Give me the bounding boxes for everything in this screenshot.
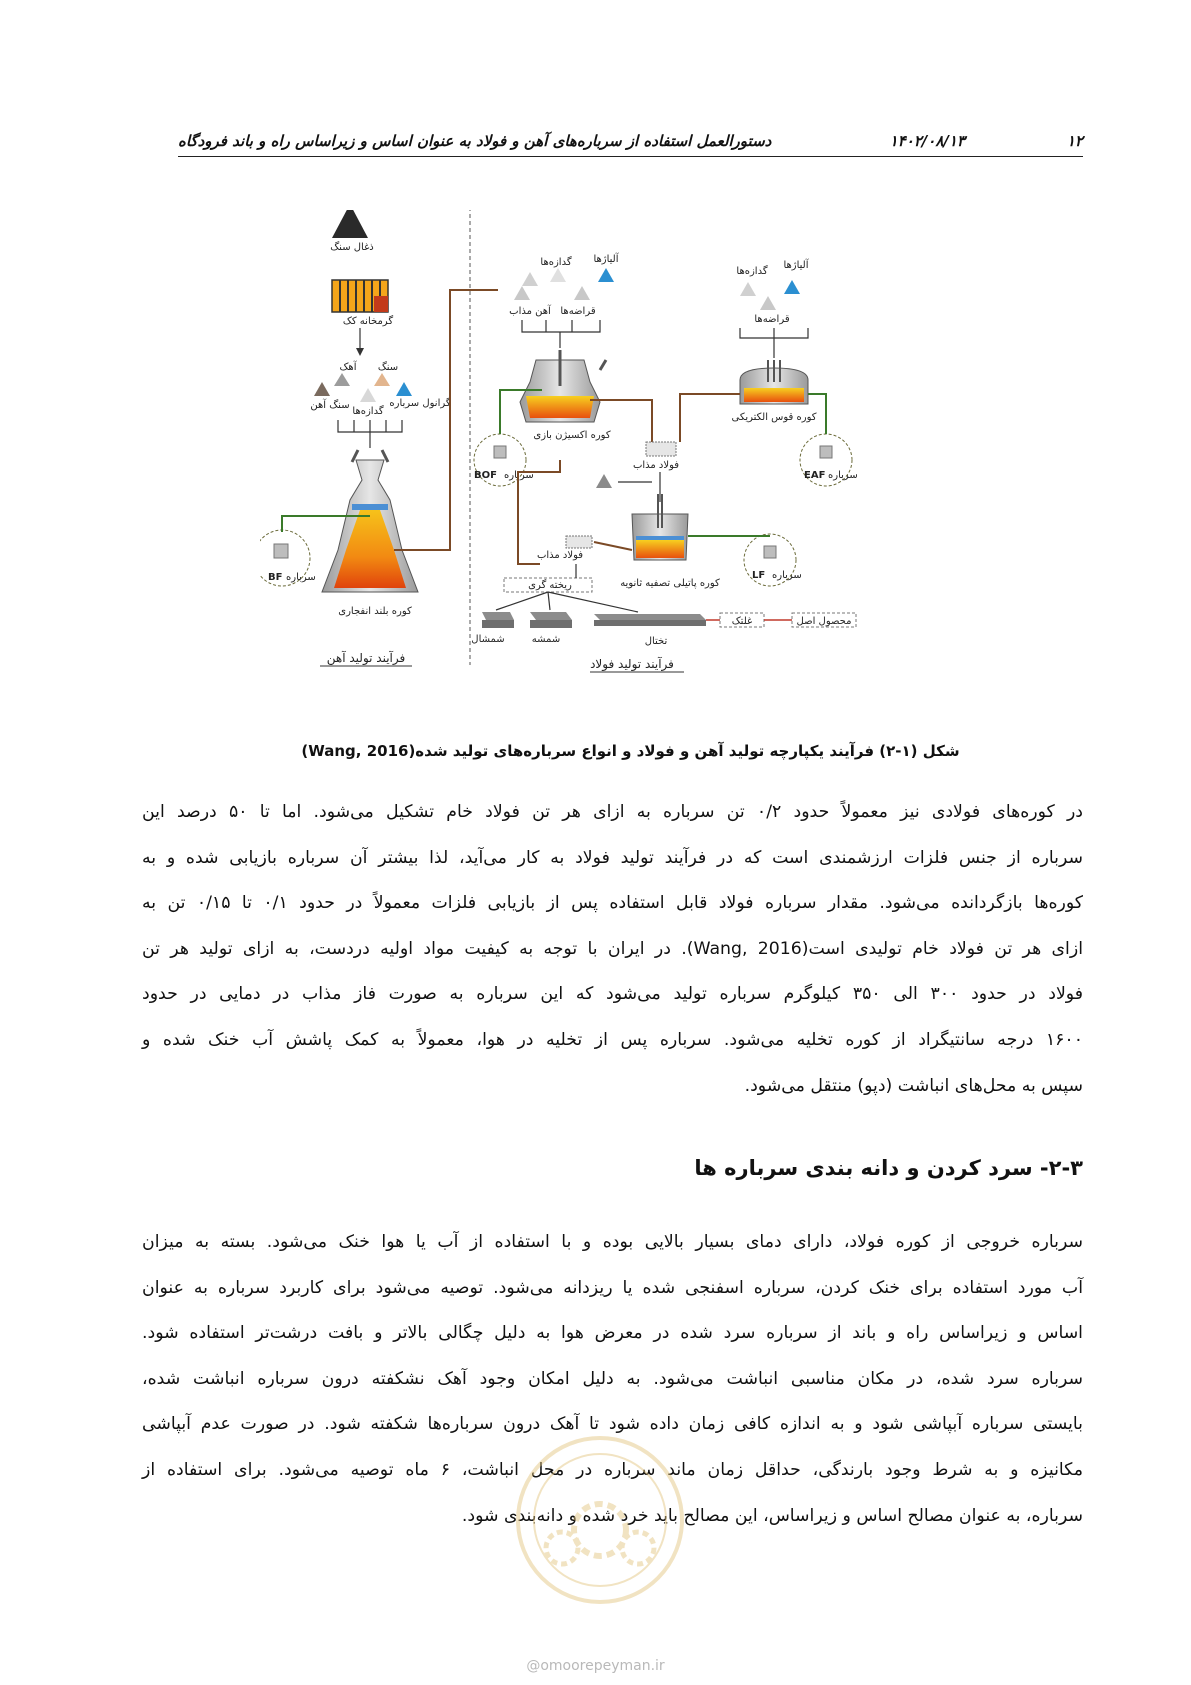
lf-slag-label: سرباره xyxy=(772,570,802,581)
eaf-fluxes-label: گدازه‌ها xyxy=(736,266,768,277)
paragraph-line: اساس و زیراساس راه و باند از سرباره سرد شده در معرض هوا به دلیل چگالی بالاتر و بافت درشت‌تر استفاده شود. xyxy=(142,1323,1083,1344)
blast-furnace-icon xyxy=(322,450,418,592)
lime-label: آهک xyxy=(339,362,357,373)
granule-icon xyxy=(396,382,412,396)
paragraph-line: سپس به محل‌های انباشت (دپو) منتقل می‌شود. xyxy=(744,1075,1083,1096)
iron-ore-icon xyxy=(314,382,330,396)
bof-scrap-label: قراضه‌ها xyxy=(560,306,596,317)
paragraph-line: در کوره‌های فولادی نیز معمولاً حدود ۰/۲ تن سرباره به ازای هر تن فولاد خام تشکیل می‌شود. اما تا ۵۰ درصد این xyxy=(142,802,1083,822)
stone-label: سنگ xyxy=(377,362,399,373)
blast-furnace-label: کوره بلند انفجاری xyxy=(338,606,412,617)
bof-fluxes-label: گدازه‌ها xyxy=(540,257,572,268)
stamp-watermark-icon xyxy=(500,1420,700,1620)
bof-furnace-label: کوره اکسیژن بازی xyxy=(533,430,611,441)
eaf-code-label: EAF xyxy=(804,470,826,481)
paragraph-line: ۱۶۰۰ درجه سانتیگراد از کوره تخلیه می‌شود. سرباره پس از تخلیه در هوا، معمولاً به کمک پاشش آب خنک شده و xyxy=(142,1029,1083,1050)
watermark-text: @omoorepeyman.ir xyxy=(526,1658,665,1674)
paragraph-line: فولاد در حدود ۳۰۰ الی ۳۵۰ کیلوگرم سرباره تولید می‌شود که این سرباره به صورت فاز مذاب در دمایی در حدود xyxy=(142,984,1083,1005)
bf-code-label: BF xyxy=(268,572,283,583)
paragraph-1 xyxy=(142,790,1083,1109)
iron-process-label: فرآیند تولید آهن xyxy=(326,651,406,665)
steel-process-label: فرآیند تولید فولاد xyxy=(590,657,674,671)
final-product-label: محصول اصل xyxy=(796,616,852,627)
bof-slag-label: سرباره xyxy=(504,470,534,481)
process-figure xyxy=(260,210,940,730)
ladle-furnace-icon xyxy=(632,494,688,560)
paragraph-line: مکانیزه و به شرط وجود بارندگی، حداقل زمان ماند سرباره در محل انباشت، ۶ ماه توصیه می‌شود. برای استفاده از xyxy=(142,1459,1083,1480)
bf-slag-label: سرباره xyxy=(286,572,316,583)
lf-code-label: LF xyxy=(752,570,766,581)
flux-icon xyxy=(360,388,376,402)
ingot-label: شمشه xyxy=(531,634,561,645)
header-title: دستورالعمل استفاده از سرباره‌های آهن و فولاد به عنوان اساس و زیراساس راه و باند فرودگاه xyxy=(178,132,772,150)
billet-label: شمشال xyxy=(471,634,505,645)
bof-code-label: BOF xyxy=(474,470,497,481)
eaf-scrap-label: قراضه‌ها xyxy=(754,314,790,325)
paragraph-line: کوره‌ها بازگردانده می‌شود. مقدار سرباره فولاد قابل استفاده پس از بازیابی فلزات معمولاً در حدود ۰/۱ تا ۰/۱۵ تن به xyxy=(142,893,1084,914)
lime-icon xyxy=(334,373,350,386)
bof-molten-iron-label: آهن مذاب xyxy=(509,306,551,317)
iron-ore-label: سنگ آهن xyxy=(310,400,350,411)
fluxes-label: گدازه‌ها xyxy=(352,406,384,417)
coke-oven-icon xyxy=(332,280,388,312)
molten-steel-1-label: فولاد مذاب xyxy=(632,460,680,471)
paragraph-line: سرباره خروجی از کوره فولاد، دارای دمای بسیار بالایی بوده و با استفاده از آب یا هوا خنک می‌شود. بسته به میزان xyxy=(142,1232,1083,1252)
eaf-furnace-label: کوره قوس الکتریکی xyxy=(731,412,817,423)
eaf-alloys-label: آلیاژها xyxy=(783,260,809,271)
casting-label: ریخته گری xyxy=(528,580,572,591)
bof-furnace-icon xyxy=(520,350,606,422)
coal-label: ذغال سنگ xyxy=(330,242,374,253)
section-heading: ۲-۳- سرد کردن و دانه بندی سرباره ها xyxy=(694,1156,1083,1180)
molten-steel-2-label: فولاد مذاب xyxy=(536,550,584,561)
coal-icon xyxy=(332,210,368,238)
paragraph-line: سرباره سرد شده، در مکان مناسبی انباشت می‌شود. به دلیل امکان وجود آهک نشکفته درون سرباره انباشت شده، xyxy=(142,1368,1083,1389)
eaf-slag-label: سرباره xyxy=(828,470,858,481)
paragraph-line: آب مورد استفاده برای خنک کردن، سرباره اسفنجی شده یا ریزدانه می‌شود. توصیه می‌شود برای کاربرد سرباره به عنوان xyxy=(142,1277,1083,1298)
paragraph-line: ازای هر تن فولاد خام تولیدی است(Wang, 2016). در ایران با توجه به کیفیت مواد اولیه دردست، به ازای تولید هر تن xyxy=(142,938,1083,959)
page-number: ۱۲ xyxy=(1066,132,1083,150)
granule-label: گرانول سرباره xyxy=(389,398,451,409)
rolling-label: غلتک xyxy=(731,616,753,627)
slab-icon xyxy=(594,614,706,626)
page-header xyxy=(178,132,1083,157)
slab-label: تختال xyxy=(644,636,668,647)
ladle-furnace-label: کوره پاتیلی تصفیه ثانویه xyxy=(620,578,720,589)
coke-oven-label: گرمخانه کک xyxy=(342,316,394,327)
ingot-icon xyxy=(530,612,572,628)
paragraph-line: سرباره، به عنوان مصالح اساس و زیراساس، این مصالح باید خرد شده و دانه‌بندی شود. xyxy=(461,1505,1083,1526)
paragraph-line: بایستی سرباره آبپاشی شود و به اندازه کافی زمان داده شود تا آهک درون سرباره‌ها شکفته شود. در صورت عدم آبپاشی xyxy=(142,1414,1083,1435)
stone-icon xyxy=(374,373,390,386)
billet-icon xyxy=(482,612,514,628)
bof-alloys-label: آلیاژها xyxy=(593,254,619,265)
paragraph-line: سرباره از جنس فلزات ارزشمندی است که در فرآیند تولید فولاد به کار می‌آید، لذا بیشتر آن سرباره بازیابی شده و به xyxy=(142,847,1083,868)
header-date: ۱۴۰۲/۰۸/۱۳ xyxy=(889,132,965,150)
figure-caption: شکل (۱-۲) فرآیند یکپارچه تولید آهن و فولاد و انواع سرباره‌های تولید شده(Wang, 2016) xyxy=(301,742,960,760)
process-diagram xyxy=(260,210,940,730)
eaf-furnace-icon xyxy=(740,360,808,404)
